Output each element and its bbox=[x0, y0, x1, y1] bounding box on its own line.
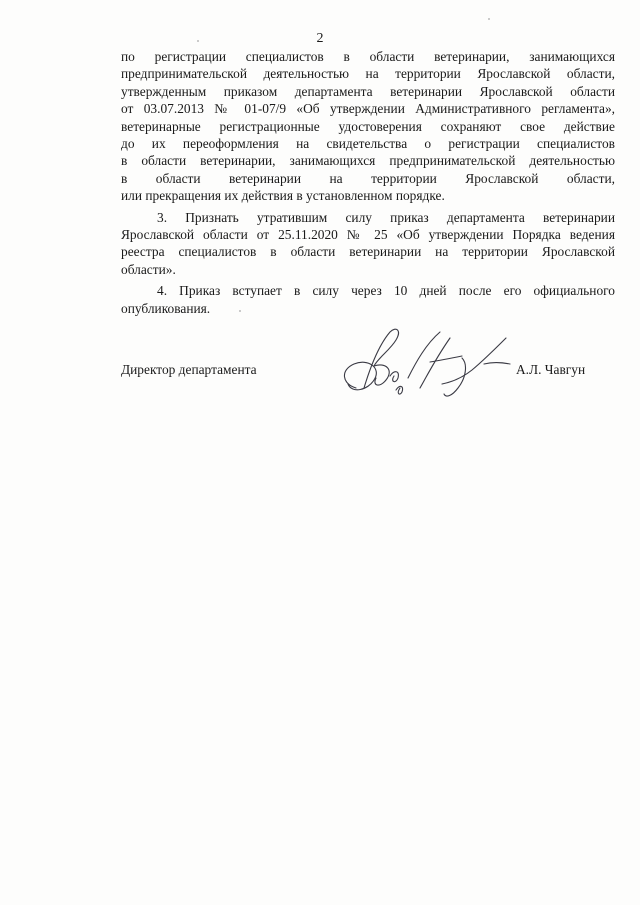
text-line: реестра специалистов в области ветеринарии на территории Ярославской bbox=[121, 244, 615, 260]
scan-speck bbox=[239, 310, 241, 312]
text-line: по регистрации специалистов в области ветеринарии, занимающихся bbox=[121, 49, 615, 64]
text-line: в области ветеринарии на территории Ярославской области, bbox=[121, 170, 615, 186]
text-line: ветеринарные регистрационные удостоверения сохраняют свое действие bbox=[121, 118, 615, 134]
signatory-position: Директор департамента bbox=[121, 362, 257, 377]
text-line: Ярославской области от 25.11.2020 № 25 «Об утверждении Порядка ведения bbox=[121, 227, 615, 243]
paragraph-continuation bbox=[121, 48, 615, 205]
text-line: или прекращения их действия в установленном порядке. bbox=[121, 188, 445, 204]
text-line: в области ветеринарии, занимающихся предпринимательской деятельностью bbox=[121, 153, 615, 169]
text-line: 4. Приказ вступает в силу через 10 дней после его официального bbox=[157, 283, 615, 299]
text-line: до их переоформления на свидетельства о регистрации специалистов bbox=[121, 136, 615, 152]
text-line: от 03.07.2013 № 01-07/9 «Об утверждении Административного регламента», bbox=[121, 101, 615, 117]
page-number: 2 bbox=[316, 31, 324, 46]
signature-block bbox=[121, 362, 615, 382]
text-line: опубликования. bbox=[121, 300, 211, 316]
scan-speck bbox=[197, 40, 199, 42]
text-line: 3. Признать утратившим силу приказ департамента ветеринарии bbox=[157, 209, 615, 225]
signatory-name: А.Л. Чавгун bbox=[516, 362, 586, 377]
document-body bbox=[121, 48, 615, 321]
paragraph-item-4 bbox=[121, 282, 615, 317]
text-line: предпринимательской деятельностью на территории Ярославской области, bbox=[121, 66, 615, 82]
paragraph-item-3 bbox=[121, 209, 615, 279]
text-line: утвержденным приказом департамента ветеринарии Ярославской области bbox=[121, 83, 615, 99]
scan-speck bbox=[488, 18, 490, 20]
text-line: области». bbox=[121, 261, 176, 277]
